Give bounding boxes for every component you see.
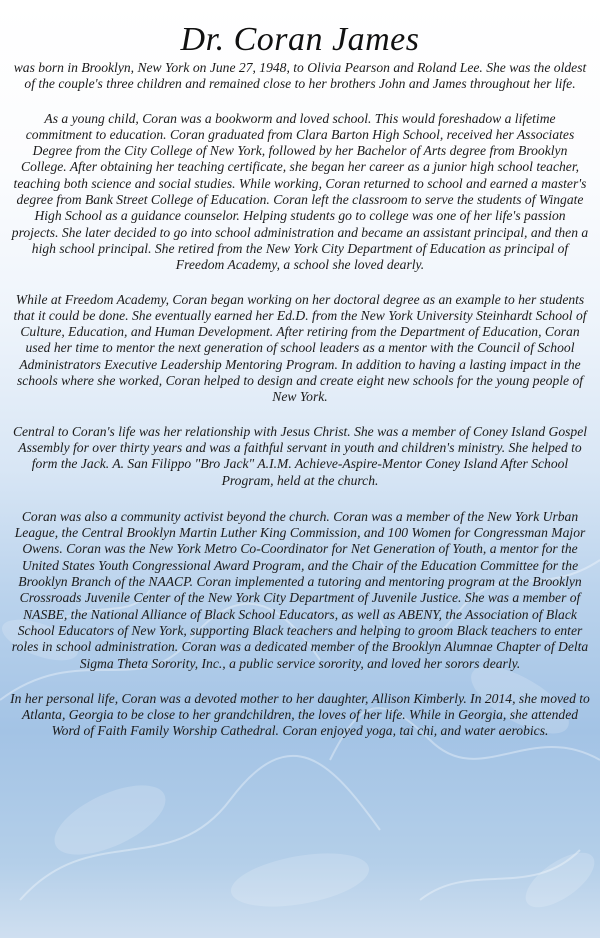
paragraph-education-career: As a young child, Coran was a bookworm and loved school. This would foreshadow a lifetime commitment to education. Coran graduated from Clara Barton High School, received her Associates Degree from the City College of New York, followed by her Bachelor of Arts degree from Brooklyn College. After obtaining her teaching certificate, she began her career as a junior high school teacher, teaching both science and social studies. While working, Coran returned to school and earned a master's degree from Bank Street College of Education. Coran left the classroom to serve the students of Wingate High School as a guidance counselor. Helping students go to college was one of her life's passion projects. She later decided to go into school administration and became an assistant principal, and then a high school principal. She retired from the New York City Department of Education as principal of Freedom Academy, a school she loved dearly. xyxy=(11,110,589,273)
page-title: Dr. Coran James xyxy=(180,21,420,58)
paragraph-community-activism: Coran was also a community activist beyond the church. Coran was a member of the New York Urban League, the Central Brooklyn Martin Luther King Commission, and 100 Women for Congressman Major Owens. Coran was the New York Metro Co-Coordinator for Net Generation of Youth, a mentor for the United States Youth Congressional Award Program, and the Chair of the Education Committee for the Brooklyn Branch of the NAACP. Coran implemented a tutoring and mentoring program at the Brooklyn Crossroads Juvenile Center of the New York City Department of Juvenile Justice. She was a member of NASBE, the National Alliance of Black School Educators, as well as ABENY, the Association of Black School Educators of New York, supporting Black teachers and helping to groom Black teachers to enter roles in school administration. Coran was a dedicated member of the Brooklyn Alumnae Chapter of Delta Sigma Theta Sorority, Inc., a public service sorority, and loved her sorors dearly. xyxy=(11,508,589,671)
paragraph-doctorate-mentoring: While at Freedom Academy, Coran began working on her doctoral degree as an example to her students that it could be done. She eventually earned her Ed.D. from the New York University Steinhardt School of Culture, Education, and Human Development. After retiring from the Department of Education, Coran used her time to mentor the next generation of school leaders as a mentor with the Council of School Administrators Executive Leadership Mentoring Program. In addition to having a lasting impact in the schools where she worked, Coran helped to design and create eight new schools for the young people of New York. xyxy=(13,291,587,405)
paragraph-faith: Central to Coran's life was her relationship with Jesus Christ. She was a member of Coney Island Gospel Assembly for over thirty years and was a faithful servant in youth and children's ministry. She helped to form the Jack. A. San Filippo "Bro Jack" A.I.M. Achieve-Aspire-Mentor Coney Island After School Program, held at the church. xyxy=(12,423,588,488)
paragraph-birth: was born in Brooklyn, New York on June 27, 1948, to Olivia Pearson and Roland Lee. She was the oldest of the couple's three children and remained close to her brothers John and James throughout her life. xyxy=(13,60,587,92)
paragraph-personal-life: In her personal life, Coran was a devoted mother to her daughter, Allison Kimberly. In 2014, she moved to Atlanta, Georgia to be close to her grandchildren, the loves of her life. While in Georgia, she attended Word of Faith Family Worship Cathedral. Coran enjoyed yoga, tai chi, and water aerobics. xyxy=(10,690,590,739)
obituary-page xyxy=(8,0,592,740)
